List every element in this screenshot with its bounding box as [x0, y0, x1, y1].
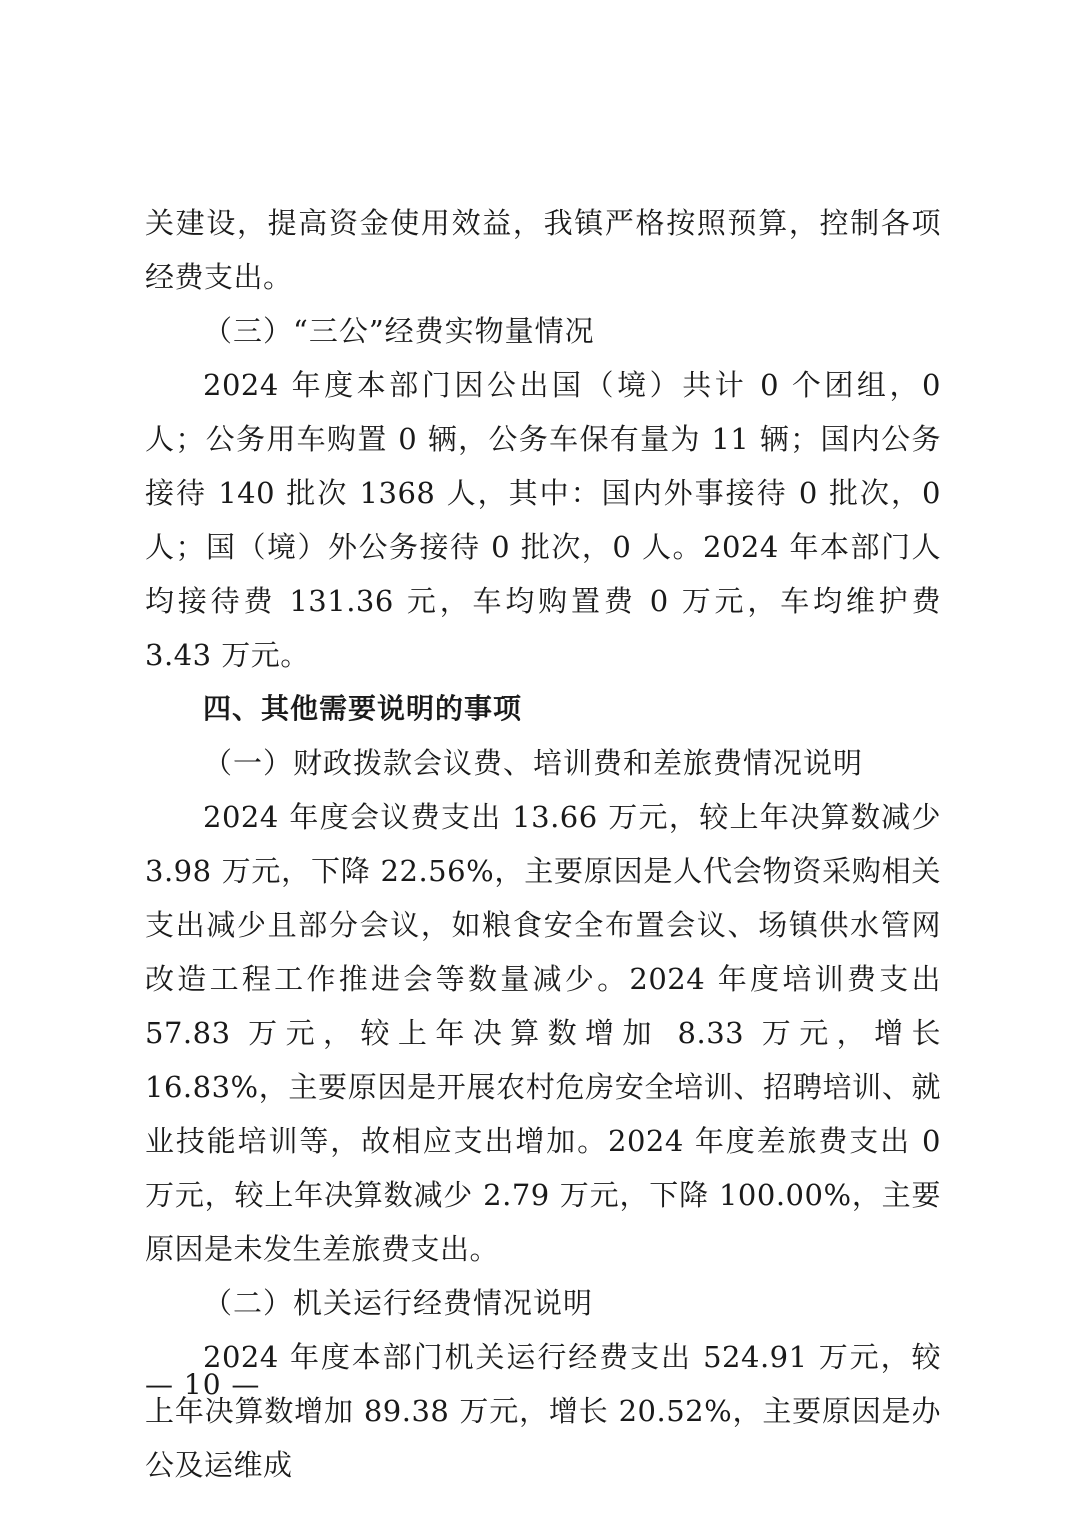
subheading-operating-expenses: （二）机关运行经费情况说明: [203, 1286, 594, 1320]
paragraph-continuation: 关建设，提高资金使用效益，我镇严格按照预算，控制各项经费支出。: [145, 206, 941, 294]
paragraph-operating-expenses: 2024 年度本部门机关运行经费支出 524.91 万元，较上年决算数增加 89.38 万元，增长 20.52%，主要原因是办公及运维成: [145, 1340, 941, 1482]
page-number: — 10 —: [145, 1368, 261, 1401]
subheading-meeting-training-travel: （一）财政拨款会议费、培训费和差旅费情况说明: [203, 746, 864, 780]
section-heading-other-matters: 四、其他需要说明的事项: [203, 692, 523, 725]
paragraph-three-public-quantities: 2024 年度本部门因公出国（境）共计 0 个团组，0 人；公务用车购置 0 辆，公务车保有量为 11 辆；国内公务接待 140 批次 1368 人，其中：国内外事接待 0 批次，0 人；国（境）外公务接待 0 批次，0 人。2024 年本部门人均接待费 131.36 元，车均购置费 0 万元，车均维护费 3.43 万元。: [145, 368, 941, 672]
paragraph-meeting-training-travel: 2024 年度会议费支出 13.66 万元，较上年决算数减少 3.98 万元，下降 22.56%，主要原因是人代会物资采购相关支出减少且部分会议，如粮食安全布置会议、场镇供水管网改造工程工作推进会等数量减少。2024 年度培训费支出 57.83 万元，较上年决算数增加 8.33 万元，增长 16.83%，主要原因是开展农村危房安全培训、招聘培训、就业技能培训等，故相应支出增加。2024 年度差旅费支出 0 万元，较上年决算数减少 2.79 万元，下降 100.00%，主要原因是未发生差旅费支出。: [145, 800, 941, 1266]
subheading-three-public-expenses: （三）“三公”经费实物量情况: [203, 314, 595, 348]
document-body: [145, 196, 941, 1492]
